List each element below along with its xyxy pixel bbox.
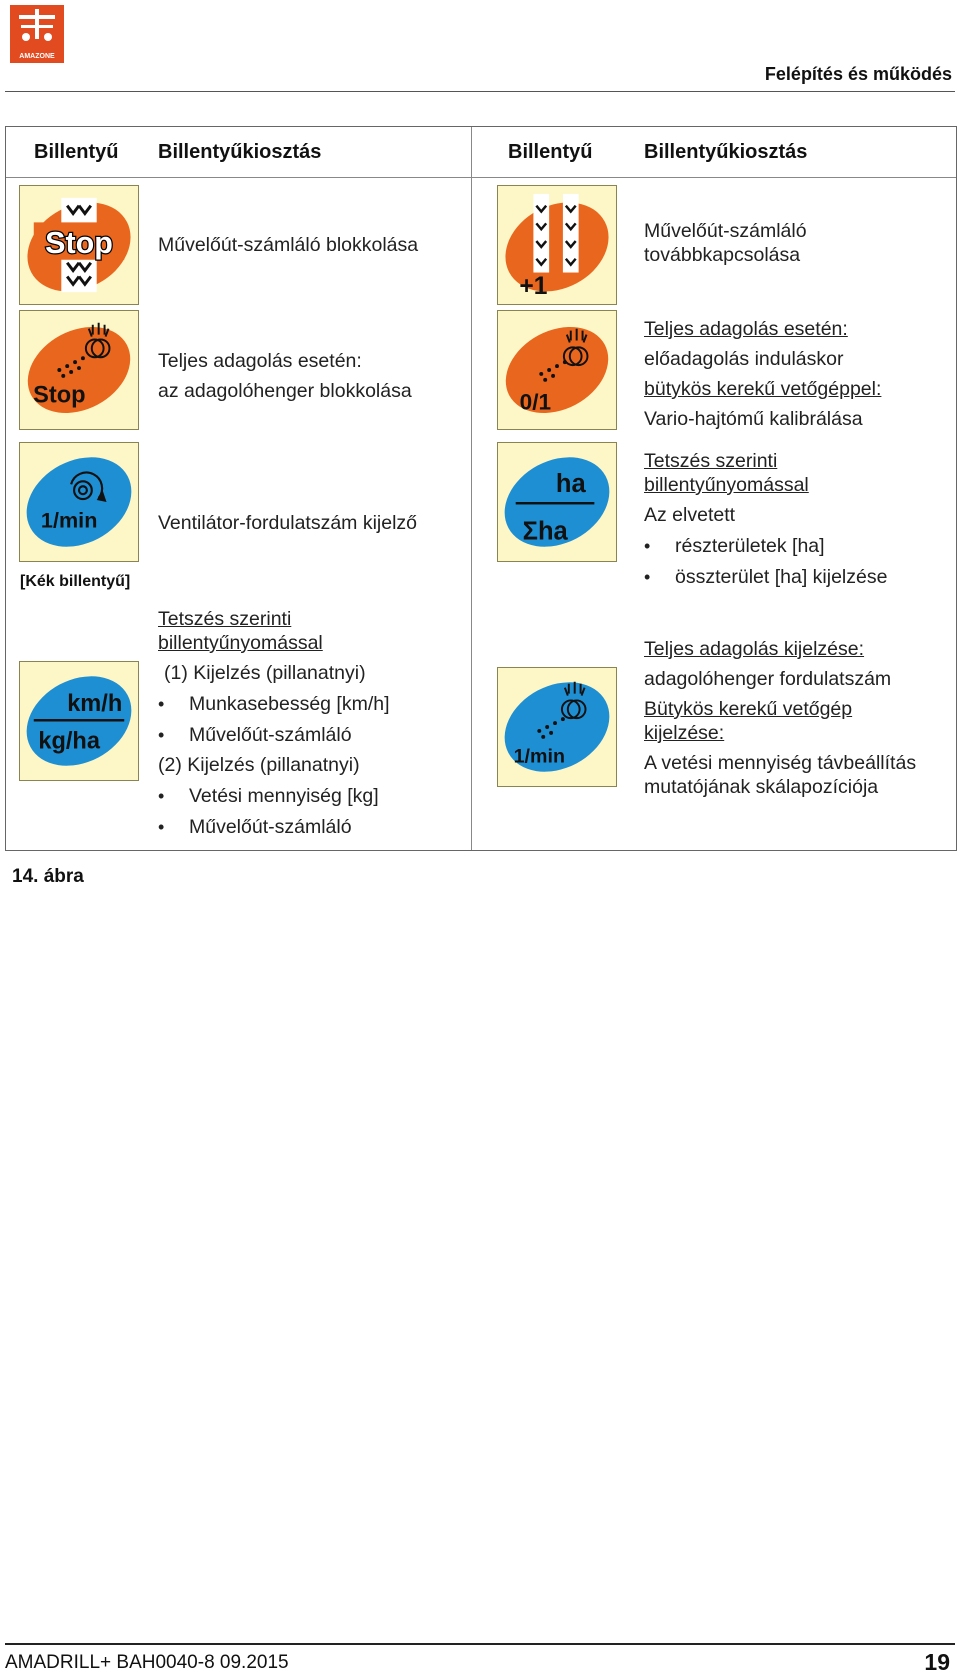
key-label-top: ha (555, 470, 586, 499)
desc-stop-tramline: Művelőút-számláló blokkolása (158, 234, 419, 256)
desc-area-counter: Tetszés szerinti billentyűnyomással Az elvetett • részterületek [ha] • összterület [ha] kijelzése (644, 449, 887, 589)
section-title: Felépítés és működés (764, 64, 952, 84)
desc-tramline-advance: Művelőút-számláló továbbkapcsolása (644, 220, 807, 266)
pre-metering-key[interactable] (497, 310, 617, 430)
stop-tramline-key[interactable] (19, 185, 139, 305)
bullet-item: • részterületek [ha] (644, 534, 887, 558)
logo-text: AMAZONE (19, 53, 55, 60)
key-label: Stop (45, 225, 113, 260)
key-label: 1/min (513, 745, 565, 768)
key-label: 1/min (40, 507, 98, 533)
bullet-item: • Munkasebesség [km/h] (158, 692, 390, 716)
key-label: Stop (33, 382, 86, 409)
desc-stop-metering: Teljes adagolás esetén: az adagolóhenger blokkolása (158, 350, 412, 402)
key-label-top: km/h (67, 691, 123, 718)
desc-metering-speed: Teljes adagolás kijelzése: adagolóhenger fordulatszám Bütykös kerekű vetőgép kijelzése: A vetési mennyiség távbeállítás mutatójának skálapozíciója (644, 638, 917, 798)
fan-speed-key[interactable] (19, 442, 139, 562)
stop-metering-key[interactable] (19, 310, 139, 430)
metering-speed-key[interactable] (497, 667, 617, 787)
key-assignment-table (5, 126, 957, 851)
col-header-assign-right: Billentyűkiosztás (644, 141, 808, 163)
desc-pre-metering: Teljes adagolás esetén: előadagolás induláskor bütykös kerekű vetőgéppel: Vario-hajtómű kalibrálása (644, 318, 882, 430)
key-label: 0/1 (519, 389, 552, 415)
speed-rate-key[interactable] (19, 661, 139, 781)
col-header-assign-left: Billentyűkiosztás (158, 141, 322, 163)
amazone-logo (10, 5, 64, 63)
col-header-key-left: Billentyű (34, 141, 119, 163)
desc-fan-speed: Ventilátor-fordulatszám kijelző (158, 512, 418, 534)
desc-speed-rate: Tetszés szerinti billentyűnyomással (1) Kijelzés (pillanatnyi) • Munkasebesség [km/h] • Művelőút-számláló (2) Kijelzés (pillanatnyi) • Vetési mennyiség [kg] • Művelőút-számláló (158, 607, 390, 839)
tramline-advance-key[interactable] (497, 185, 617, 305)
key-label-bottom: kg/ha (38, 728, 100, 755)
document-id: AMADRILL+ BAH0040-8 09.2015 (5, 1652, 289, 1673)
header-divider (5, 91, 955, 92)
figure-caption: 14. ábra (12, 866, 84, 887)
key-label: +1 (519, 273, 548, 301)
footer-divider (5, 1643, 955, 1645)
col-header-key-right: Billentyű (508, 141, 593, 163)
bullet-item: • Vetési mennyiség [kg] (158, 784, 390, 808)
bullet-item: • Művelőút-számláló (158, 723, 390, 747)
page-number: 19 (924, 1649, 950, 1675)
header-row-divider (6, 177, 956, 178)
area-counter-key[interactable] (497, 442, 617, 562)
blue-key-label: [Kék billentyű] (20, 573, 131, 590)
bullet-item: • Művelőút-számláló (158, 815, 390, 839)
key-label-bottom: Σha (522, 517, 568, 546)
column-divider (471, 127, 472, 850)
bullet-item: • összterület [ha] kijelzése (644, 565, 887, 589)
